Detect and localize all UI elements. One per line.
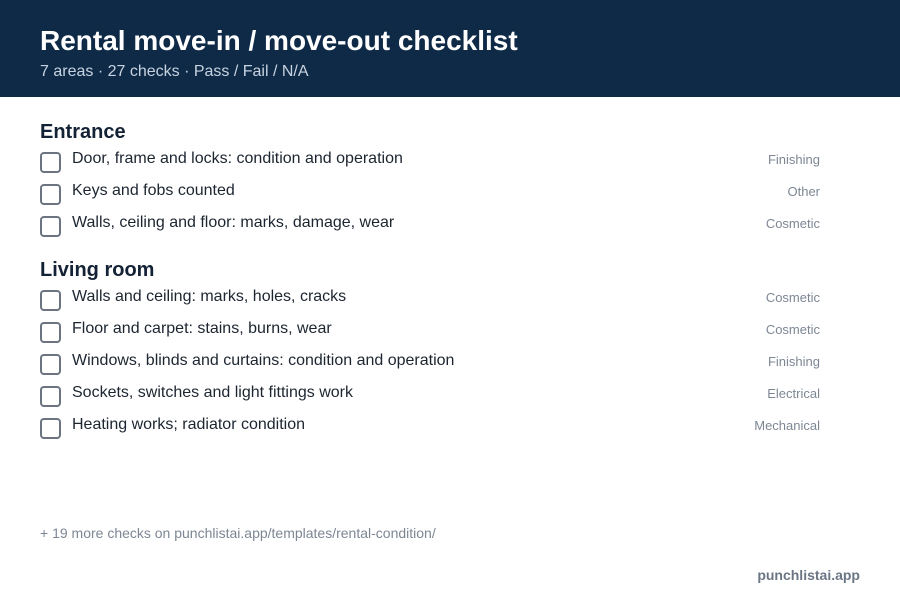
item-category-tag: Cosmetic xyxy=(765,290,820,305)
checklist-item xyxy=(40,287,860,319)
checklist-item xyxy=(40,319,860,351)
item-label: Keys and fobs counted xyxy=(72,182,235,199)
item-category-tag: Electrical xyxy=(767,386,820,401)
checklist-item xyxy=(40,213,860,245)
item-label: Walls, ceiling and floor: marks, damage, wear xyxy=(72,214,395,231)
checkbox[interactable] xyxy=(40,386,61,407)
checkbox[interactable] xyxy=(40,152,61,173)
section-entrance xyxy=(40,119,860,245)
item-label: Floor and carpet: stains, burns, wear xyxy=(72,320,332,337)
section-living-room xyxy=(40,257,860,447)
item-category-tag: Finishing xyxy=(767,354,820,369)
item-label: Windows, blinds and curtains: condition and operation xyxy=(72,352,455,369)
item-category-tag: Cosmetic xyxy=(765,322,820,337)
item-category-tag: Cosmetic xyxy=(765,216,820,231)
checkbox[interactable] xyxy=(40,354,61,375)
page-subtitle: 7 areas · 27 checks · Pass / Fail / N/A xyxy=(40,63,309,80)
checklist-item xyxy=(40,383,860,415)
checkbox[interactable] xyxy=(40,418,61,439)
item-label: Walls and ceiling: marks, holes, cracks xyxy=(72,288,347,305)
checkbox[interactable] xyxy=(40,322,61,343)
checklist-item xyxy=(40,149,860,181)
item-category-tag: Finishing xyxy=(767,152,820,167)
checkbox[interactable] xyxy=(40,184,61,205)
checklist-content xyxy=(0,97,900,447)
header-banner xyxy=(0,0,900,97)
section-title: Entrance xyxy=(40,121,126,143)
item-category-tag: Mechanical xyxy=(754,418,820,433)
page-title: Rental move-in / move-out checklist xyxy=(40,25,518,56)
item-label: Sockets, switches and light fittings work xyxy=(72,384,354,401)
checklist-item xyxy=(40,181,860,213)
checkbox[interactable] xyxy=(40,216,61,237)
checklist-item xyxy=(40,415,860,447)
brand-logo-text: punchlistai.app xyxy=(757,567,860,583)
item-label: Heating works; radiator condition xyxy=(72,416,306,433)
checkbox[interactable] xyxy=(40,290,61,311)
item-label: Door, frame and locks: condition and operation xyxy=(72,150,403,167)
more-checks-link[interactable]: + 19 more checks on punchlistai.app/templates/rental-condition/ xyxy=(40,525,436,541)
checklist-item xyxy=(40,351,860,383)
item-category-tag: Other xyxy=(787,184,820,199)
section-title: Living room xyxy=(40,259,155,281)
